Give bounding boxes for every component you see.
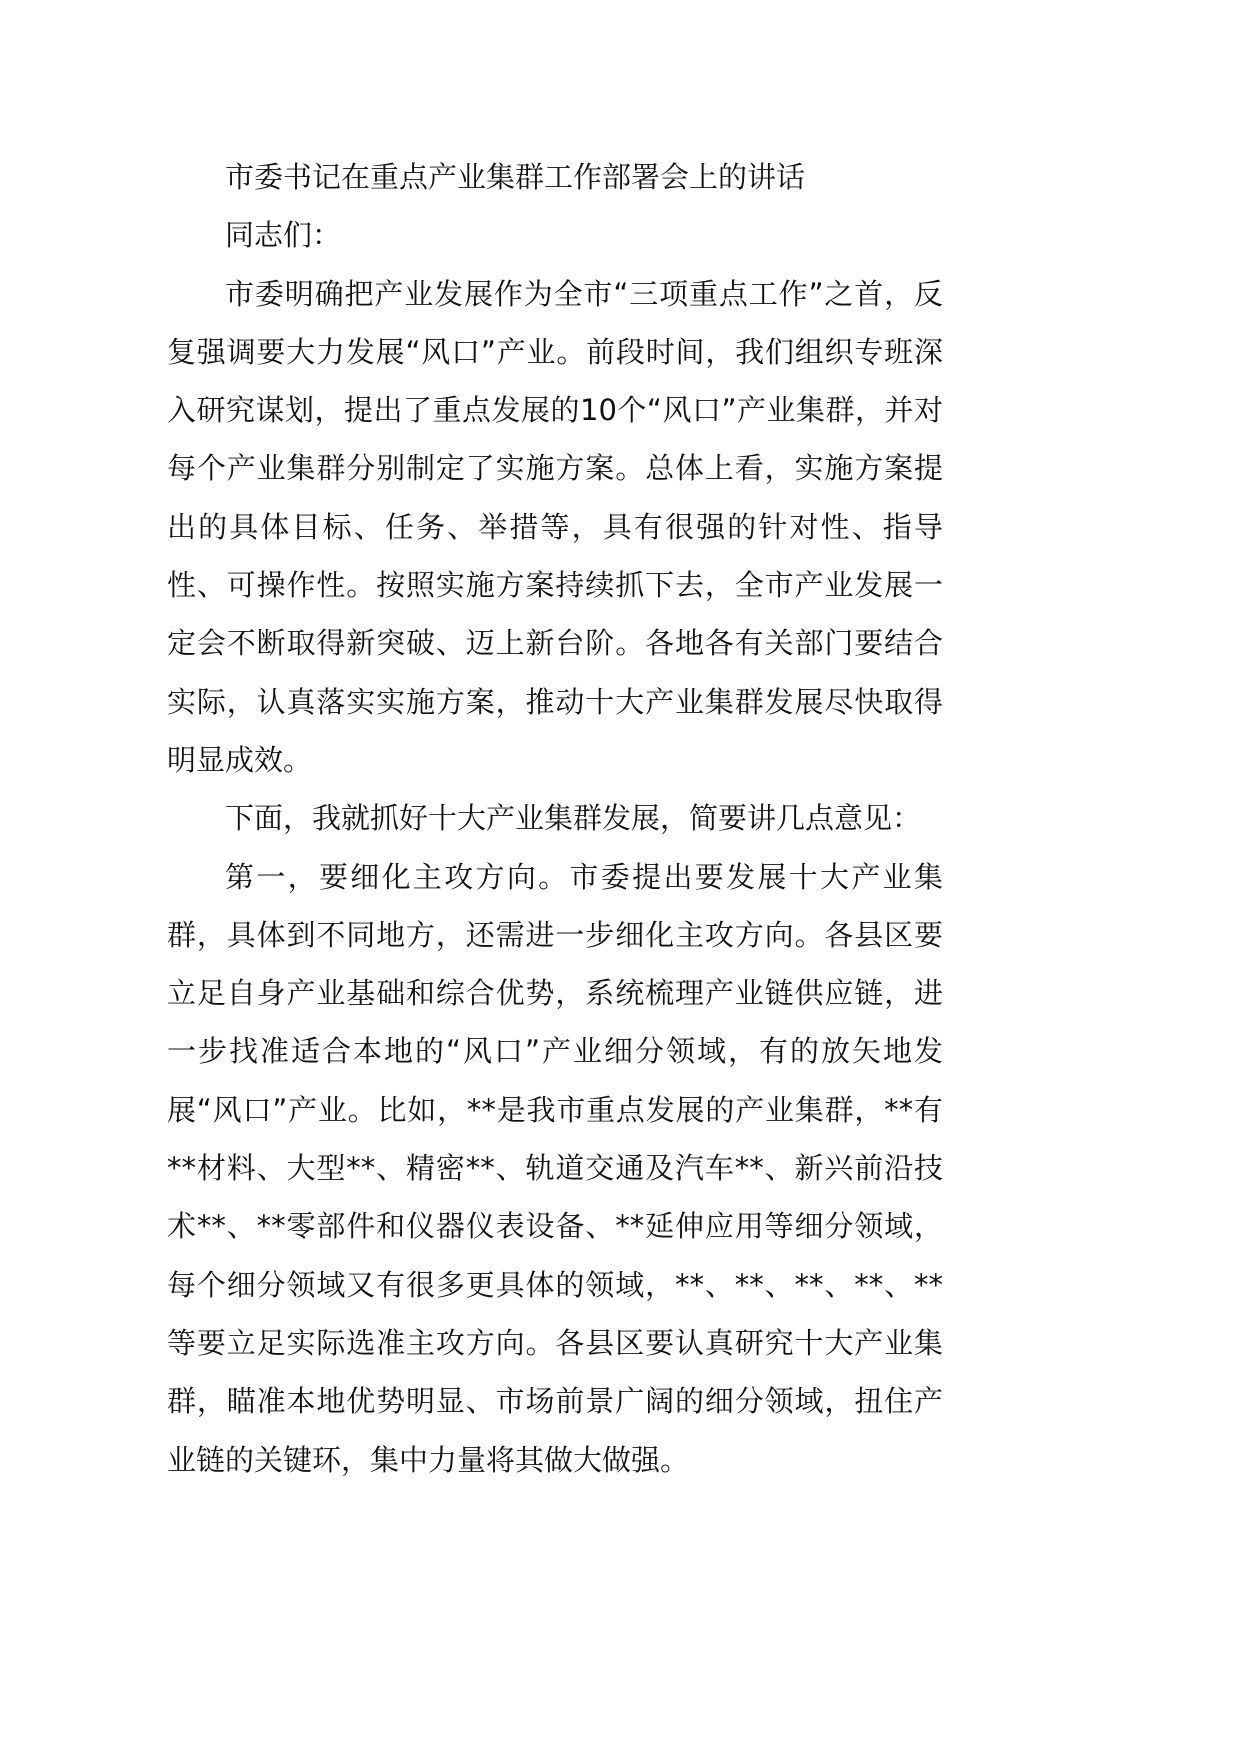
salutation: 同志们：	[225, 218, 342, 253]
paragraph-point-one: 第一，要细化主攻方向。市委提出要发展十大产业集群，具体到不同地方，还需进一步细化主攻方向。各县区要立足自身产业基础和综合优势，系统梳理产业链供应链，进一步找准适合本地的“风口”产业细分领域，有的放矢地发展“风口”产业。比如，**是我市重点发展的产业集群，**有**材料、大型**、精密**、轨道交通及汽车**、新兴前沿技术**、**零部件和仪器仪表设备、**延伸应用等细分领域，每个细分领域又有很多更具体的领域，**、**、**、**、**等要立足实际选准主攻方向。各县区要认真研究十大产业集群，瞄准本地优势明显、市场前景广阔的细分领域，扭住产业链的关键环，集中力量将其做大做强。	[167, 859, 943, 1477]
paragraph-transition: 下面，我就抓好十大产业集群发展，简要讲几点意见：	[225, 801, 922, 836]
document-title: 市委书记在重点产业集群工作部署会上的讲话	[225, 160, 806, 194]
document-body	[167, 148, 943, 1489]
paragraph-intro: 市委明确把产业发展作为全市“三项重点工作”之首，反复强调要大力发展“风口”产业。前段时间，我们组织专班深入研究谋划，提出了重点发展的10个“风口”产业集群，并对每个产业集群分别制定了实施方案。总体上看，实施方案提出的具体目标、任务、举措等，具有很强的针对性、指导性、可操作性。按照实施方案持续抓下去，全市产业发展一定会不断取得新突破、迈上新台阶。各地各有关部门要结合实际，认真落实实施方案，推动十大产业集群发展尽快取得明显成效。	[167, 276, 943, 777]
